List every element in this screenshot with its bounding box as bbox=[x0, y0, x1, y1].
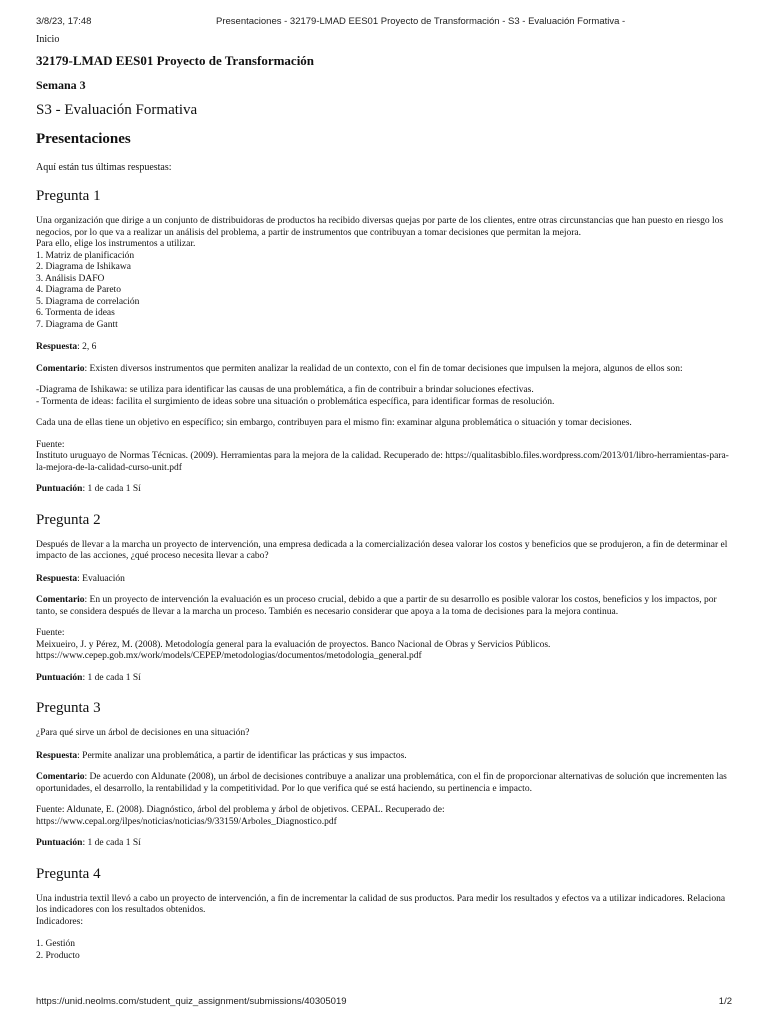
answer-value: : 2, 6 bbox=[77, 342, 97, 352]
answer-label: Respuesta bbox=[36, 342, 78, 352]
score-value: : 1 de cada 1 Sí bbox=[82, 672, 141, 683]
print-date: 3/8/23, 17:48 bbox=[36, 16, 92, 27]
question-items: 1. Gestión 2. Producto bbox=[36, 939, 80, 961]
intro-text: Aquí están tus últimas respuestas: bbox=[36, 162, 172, 173]
print-page-title: Presentaciones - 32179-LMAD EES01 Proyecto de Transformación - S3 - Evaluación Formativa - bbox=[216, 16, 626, 27]
comment-detail: Fuente: Instituto uruguayo de Normas Técnicas. (2009). Herramientas para la mejora de la calidad. Recuperado de: https://qualitasbiblo.files.wordpress.com/2013/01/libro-herramientas-para-la-mejora-de-la-calidad-curso-unit.pdf bbox=[36, 439, 729, 473]
comment-detail: -Diagrama de Ishikawa: se utiliza para identificar las causas de una problemática, a fin de contribuir a brindar soluciones efectivas. - Tormenta de ideas: facilita el surgimiento de ideas sobre una situación o problemática específica, para identificar formas de resolución. bbox=[36, 385, 555, 407]
score-value: : 1 de cada 1 Sí bbox=[82, 484, 141, 494]
score bbox=[36, 673, 736, 685]
comment-value: : De acuerdo con Aldunate (2008), un árbol de decisiones contribuye a analizar una problemática, con el fin de proporcionar alternativas de solución que incrementen las oportunidades, el desarrollo, la rentabilidad y la competitividad. Por lo que verifica qué se está haciendo, su pertinencia e impacto. bbox=[36, 772, 727, 794]
comment-value: : En un proyecto de intervención la evaluación es un proceso crucial, debido a que a partir de su desarrollo es posible valorar los costos, beneficios y los impactos, por tanto, se considera después de llevar a la marcha un proceso. También es necesario considerar que apoya a la toma de decisiones para la mejora continua. bbox=[36, 595, 717, 617]
comment-detail: Fuente: Meixueiro, J. y Pérez, M. (2008). Metodología general para la evaluación de proyectos. Banco Nacional de Obras y Servicios Públicos. https://www.cepep.gob.mx/work/models/CEPEP/metodologias/documentos/metodologia_general.pdf bbox=[36, 628, 551, 661]
comment bbox=[36, 772, 736, 795]
print-footer bbox=[36, 996, 732, 1010]
answer bbox=[36, 342, 736, 354]
week-title: Semana 3 bbox=[36, 78, 86, 92]
question-text: Una industria textil llevó a cabo un proyecto de intervención, a fin de incrementar la calidad de sus productos. Para medir los resultados y efectos va a utilizar indicadores. Relaciona los indicadores con los resultados obtenidos. Indicadores: bbox=[36, 893, 726, 927]
breadcrumb-home-link[interactable]: Inicio bbox=[36, 34, 60, 45]
answer bbox=[36, 751, 736, 763]
answer-label: Respuesta bbox=[36, 750, 78, 761]
quiz-title: S3 - Evaluación Formativa bbox=[36, 102, 198, 118]
comment-detail: Fuente: Aldunate, E. (2008). Diagnóstico, árbol del problema y árbol de objetivos. CEPAL. Recuperado de: https://www.cepal.org/ilpes/noticias/noticias/9/33159/Arboles_Diagnostico.pdf bbox=[36, 805, 445, 827]
score-label: Puntuación bbox=[36, 672, 83, 683]
comment bbox=[36, 364, 736, 376]
answer-value: : Permite analizar una problemática, a partir de identificar las prácticas y sus impactos. bbox=[77, 750, 407, 761]
score-label: Puntuación bbox=[36, 484, 83, 494]
question-title: Pregunta 3 bbox=[36, 700, 101, 716]
main-content bbox=[36, 34, 736, 972]
score bbox=[36, 838, 736, 850]
page-number: 1/2 bbox=[718, 996, 732, 1007]
comment bbox=[36, 595, 736, 618]
question-text: ¿Para qué sirve un árbol de decisiones en una situación? bbox=[36, 728, 250, 738]
answer bbox=[36, 574, 736, 586]
question-title: Pregunta 2 bbox=[36, 511, 101, 528]
question-text: Una organización que dirige a un conjunto de distribuidoras de productos ha recibido diversas quejas por parte de los clientes, entre otras circunstancias que han puesto en riesgo los negocios, por lo que va a realizar un análisis del problema, a partir de instrumentos que contribuyan a tomar decisiones que permitan la mejora. Para ello, elige los instrumentos a utilizar. 1. Matriz de planificación 2. Diagrama de Ishikawa 3. Análisis DAFO 4. Diagrama de Pareto 5. Diagrama de correlación 6. Tormenta de ideas 7. Diagrama de Gantt bbox=[36, 216, 724, 330]
course-title: 32179-LMAD EES01 Proyecto de Transformación bbox=[36, 53, 315, 68]
question-block bbox=[36, 512, 736, 685]
questions-list bbox=[36, 188, 736, 962]
score bbox=[36, 484, 736, 496]
print-url: https://unid.neolms.com/student_quiz_assignment/submissions/40305019 bbox=[36, 996, 347, 1007]
question-title: Pregunta 1 bbox=[36, 188, 101, 204]
section-title: Presentaciones bbox=[36, 131, 131, 147]
question-block bbox=[36, 866, 736, 963]
comment-label: Comentario bbox=[36, 363, 85, 374]
question-block bbox=[36, 188, 736, 496]
breadcrumb bbox=[36, 34, 736, 45]
question-title: Pregunta 4 bbox=[36, 865, 101, 882]
answer-label: Respuesta bbox=[36, 573, 78, 584]
question-text: Después de llevar a la marcha un proyecto de intervención, una empresa dedicada a la comercialización desea valorar los costos y beneficios que se produjeron, a fin de determinar el impacto de las acciones, ¿qué proceso necesita llevar a cabo? bbox=[36, 539, 728, 561]
score-label: Puntuación bbox=[36, 838, 83, 848]
comment-value: : Existen diversos instrumentos que permiten analizar la realidad de un contexto, con el fin de tomar decisiones que impulsen la mejora, algunos de ellos son: bbox=[84, 363, 683, 374]
comment-label: Comentario bbox=[36, 595, 85, 605]
comment-label: Comentario bbox=[36, 772, 85, 782]
question-block bbox=[36, 700, 736, 850]
print-header bbox=[36, 16, 732, 30]
comment-detail: Cada una de ellas tiene un objetivo en específico; sin embargo, contribuyen para el mismo fin: examinar alguna problemática o situación y tomar decisiones. bbox=[36, 418, 632, 428]
answer-value: : Evaluación bbox=[77, 573, 125, 584]
score-value: : 1 de cada 1 Sí bbox=[82, 838, 141, 848]
